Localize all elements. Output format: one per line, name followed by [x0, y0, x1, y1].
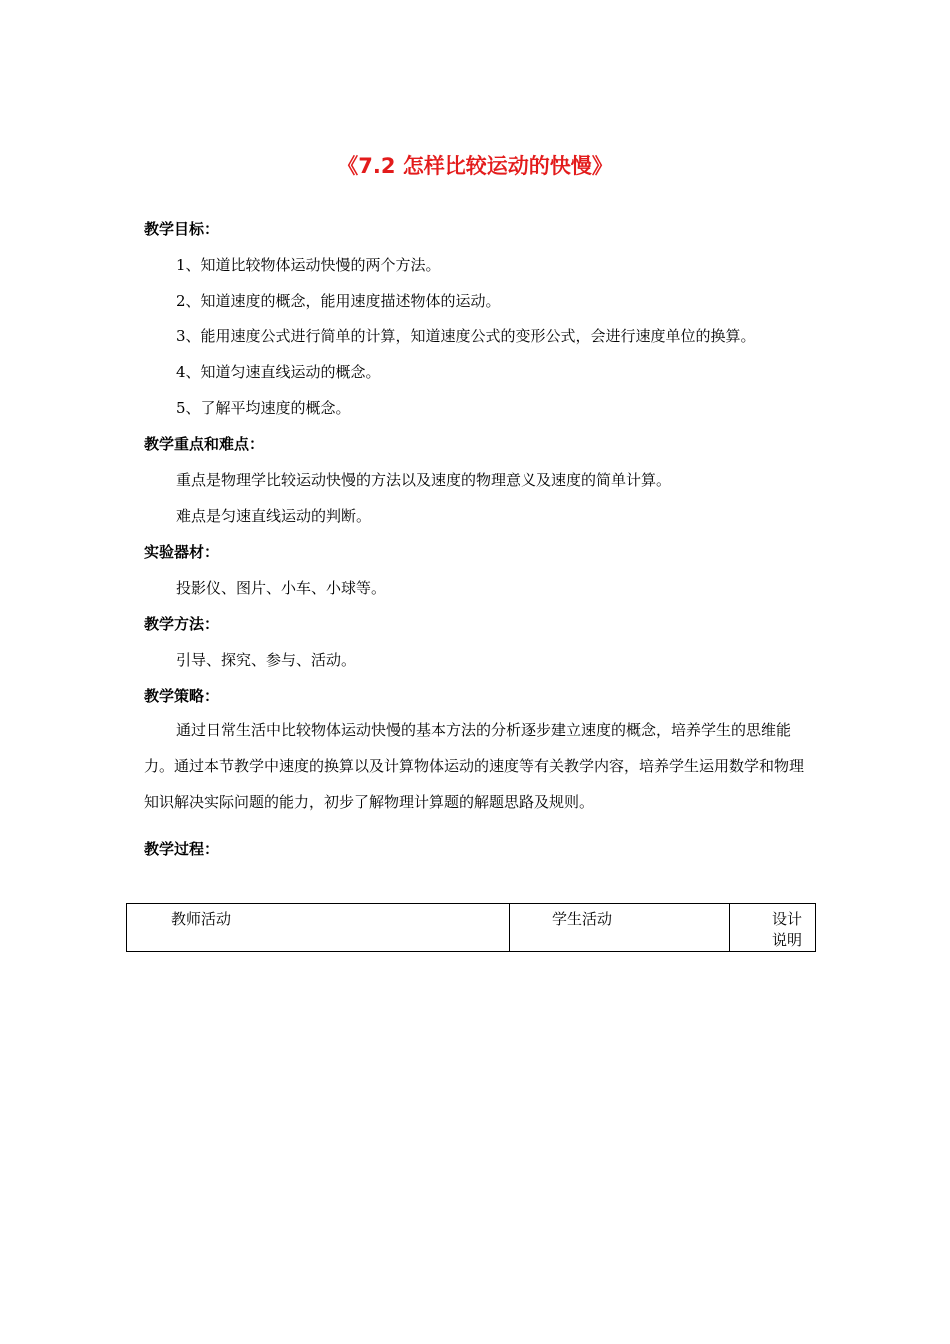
objective-item-2: 2、知道速度的概念，能用速度描述物体的运动。 [176, 292, 501, 310]
equipment-text: 投影仪、图片、小车、小球等。 [176, 579, 387, 597]
objective-item-3: 3、能用速度公式进行简单的计算，知道速度公式的变形公式，会进行速度单位的换算。 [176, 327, 756, 345]
methods-heading: 教学方法： [144, 615, 220, 633]
objective-item-5: 5、了解平均速度的概念。 [176, 399, 351, 417]
key-point-focus: 重点是物理学比较运动快慢的方法以及速度的物理意义及速度的简单计算。 [176, 471, 672, 489]
strategy-heading: 教学策略： [144, 687, 220, 705]
objective-item-1: 1、知道比较物体运动快慢的两个方法。 [176, 256, 441, 274]
table-row [127, 904, 816, 952]
column-student-activity: 学生活动 [510, 904, 730, 952]
process-table [126, 903, 816, 952]
document-title: 《7.2 怎样比较运动的快慢》 [337, 154, 613, 178]
objectives-heading: 教学目标： [144, 220, 220, 238]
equipment-heading: 实验器材： [144, 543, 220, 561]
methods-text: 引导、探究、参与、活动。 [176, 651, 357, 669]
strategy-paragraph: 通过日常生活中比较物体运动快慢的基本方法的分析逐步建立速度的概念，培养学生的思维能力。通过本节教学中速度的换算以及计算物体运动的速度等有关教学内容，培养学生运用数学和物理知识解决实际问题的能力，初步了解物理计算题的解题思路及规则。 [144, 721, 805, 811]
key-points-heading: 教学重点和难点： [144, 435, 265, 453]
column-teacher-activity: 教师活动 [127, 904, 510, 952]
process-heading: 教学过程： [144, 840, 220, 858]
column-design-notes: 设计说明 [730, 904, 816, 952]
objective-item-4: 4、知道匀速直线运动的概念。 [176, 363, 381, 381]
key-point-difficulty: 难点是匀速直线运动的判断。 [176, 507, 372, 525]
